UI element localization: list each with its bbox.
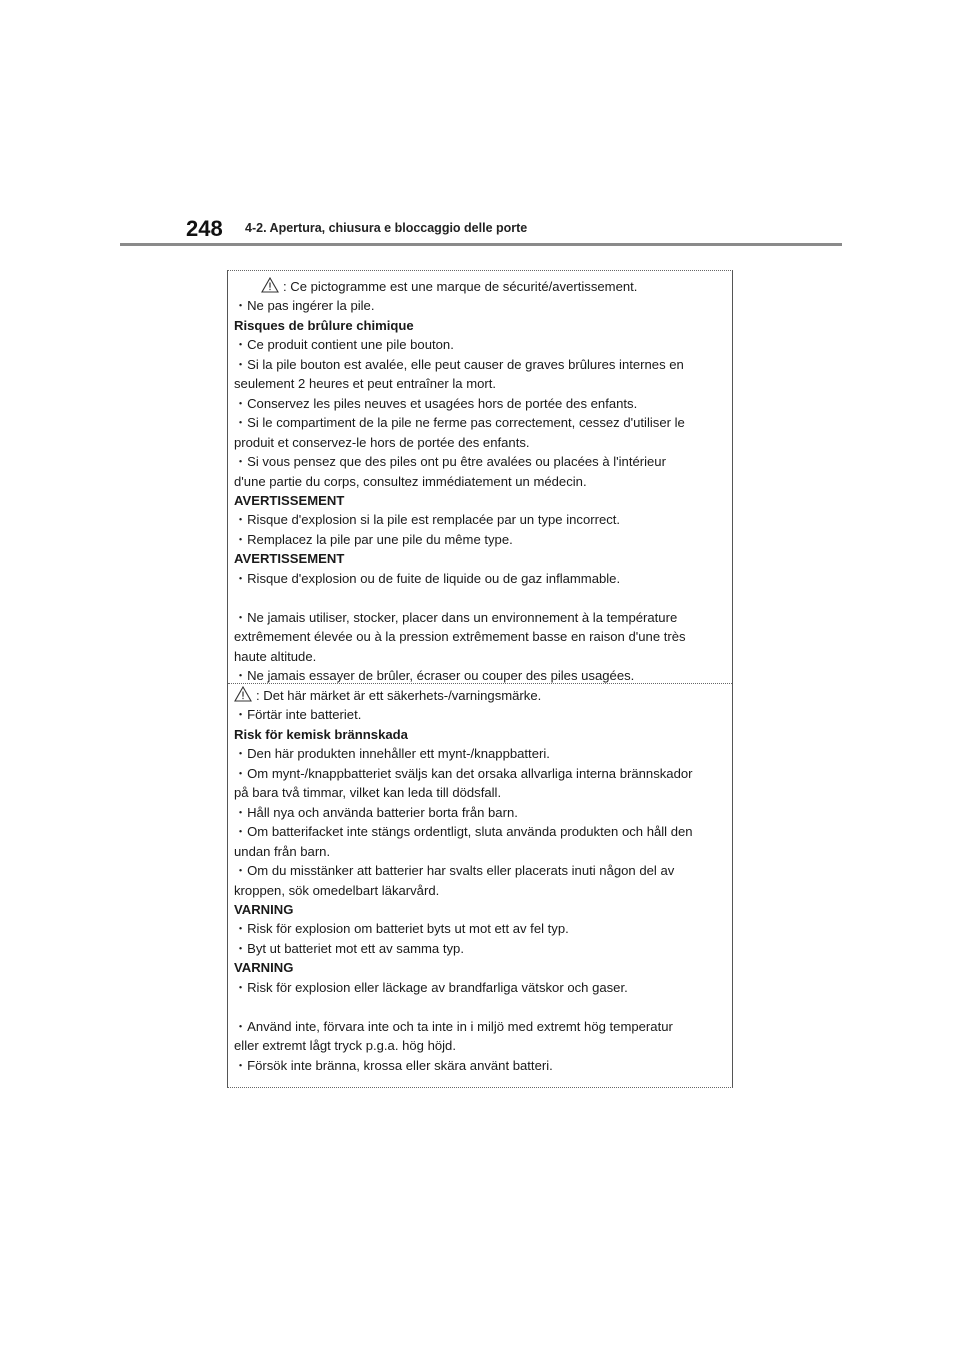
warning-text-line: ・Risk för explosion om batteriet byts ut mot ett av fel typ.	[234, 921, 569, 937]
warning-text-line: ・Försök inte bränna, krossa eller skära använt batteri.	[234, 1057, 553, 1073]
warning-text-line: ・Den här produkten innehåller ett mynt-/knappbatteri.	[234, 746, 550, 762]
warning-heading: Risk för kemisk brännskada	[234, 726, 408, 742]
blank-line	[234, 588, 726, 607]
warning-heading: Risques de brûlure chimique	[234, 317, 414, 333]
swedish-warning-section	[234, 686, 726, 1075]
warning-text-line: ・Remplacez la pile par une pile du même type.	[234, 531, 513, 547]
warning-text-line: ・Si la pile bouton est avalée, elle peut causer de graves brûlures internes en	[234, 356, 684, 372]
warning-text-line: kroppen, sök omedelbart läkarvård.	[234, 882, 440, 898]
french-pictogram-line	[234, 277, 726, 296]
battery-warning-box	[227, 270, 733, 1088]
warning-text-line: ・Om batterifacket inte stängs ordentligt, sluta använda produkten och håll den	[234, 824, 693, 840]
warning-text-line: ・Om du misstänker att batterier har svalts eller placerats inuti någon del av	[234, 863, 675, 879]
warning-text-line: ・Ne pas ingérer la pile.	[234, 298, 375, 314]
warning-text-line: ・Risque d'explosion si la pile est remplacée par un type incorrect.	[234, 512, 621, 528]
warning-text-line: ・Använd inte, förvara inte och ta inte in i miljö med extremt hög temperatur	[234, 1018, 673, 1034]
warning-text-line: ・Om mynt-/knappbatteriet sväljs kan det orsaka allvarliga interna brännskador	[234, 765, 693, 781]
warning-text-line: haute altitude.	[234, 648, 317, 664]
warning-text-line: d'une partie du corps, consultez immédiatement un médecin.	[234, 473, 587, 489]
french-text-lines	[234, 296, 726, 685]
warning-text-line: undan från barn.	[234, 843, 331, 859]
warning-triangle-icon	[261, 277, 279, 293]
warning-text-line: ・Håll nya och använda batterier borta från barn.	[234, 804, 518, 820]
warning-text-line: ・Ne jamais utiliser, stocker, placer dans un environnement à la température	[234, 609, 678, 625]
warning-text-line: ・Byt ut batteriet mot ett av samma typ.	[234, 940, 464, 956]
french-pictogram-text: : Ce pictogramme est une marque de sécurité/avertissement.	[283, 279, 638, 294]
warning-text-line: ・Si vous pensez que des piles ont pu être avalées ou placées à l'intérieur	[234, 454, 666, 470]
swedish-text-lines	[234, 705, 726, 1075]
warning-text-line: ・Risque d'explosion ou de fuite de liquide ou de gaz inflammable.	[234, 570, 621, 586]
warning-heading: VARNING	[234, 901, 294, 917]
warning-triangle-icon	[234, 686, 252, 702]
warning-text-line: ・Ne jamais essayer de brûler, écraser ou couper des piles usagées.	[234, 668, 635, 684]
warning-text-line: ・Si le compartiment de la pile ne ferme pas correctement, cessez d'utiliser le	[234, 415, 685, 431]
warning-text-line: extrêmement élevée ou à la pression extrêmement basse en raison d'une très	[234, 629, 686, 645]
warning-heading: VARNING	[234, 960, 294, 976]
swedish-pictogram-text: : Det här märket är ett säkerhets-/varningsmärke.	[256, 688, 542, 703]
warning-heading: AVERTISSEMENT	[234, 551, 345, 567]
page-number: 248	[186, 216, 223, 241]
section-title: 4-2. Apertura, chiusura e bloccaggio delle porte	[245, 221, 528, 235]
warning-text-line: på bara två timmar, vilket kan leda till dödsfall.	[234, 785, 502, 801]
header-rule	[120, 243, 842, 246]
warning-text-line: ・Conservez les piles neuves et usagées hors de portée des enfants.	[234, 395, 638, 411]
warning-heading: AVERTISSEMENT	[234, 492, 345, 508]
swedish-pictogram-line	[234, 686, 726, 705]
warning-text-line: eller extremt lågt tryck p.g.a. hög höjd.	[234, 1038, 456, 1054]
warning-text-line: ・Risk för explosion eller läckage av brandfarliga vätskor och gaser.	[234, 979, 628, 995]
warning-text-line: ・Förtär inte batteriet.	[234, 707, 362, 723]
blank-line	[234, 997, 726, 1016]
warning-text-line: produit et conservez-le hors de portée des enfants.	[234, 434, 530, 450]
warning-text-line: seulement 2 heures et peut entraîner la mort.	[234, 376, 497, 392]
section-divider	[228, 683, 732, 684]
warning-text-line: ・Ce produit contient une pile bouton.	[234, 337, 454, 353]
french-warning-section	[234, 277, 726, 686]
